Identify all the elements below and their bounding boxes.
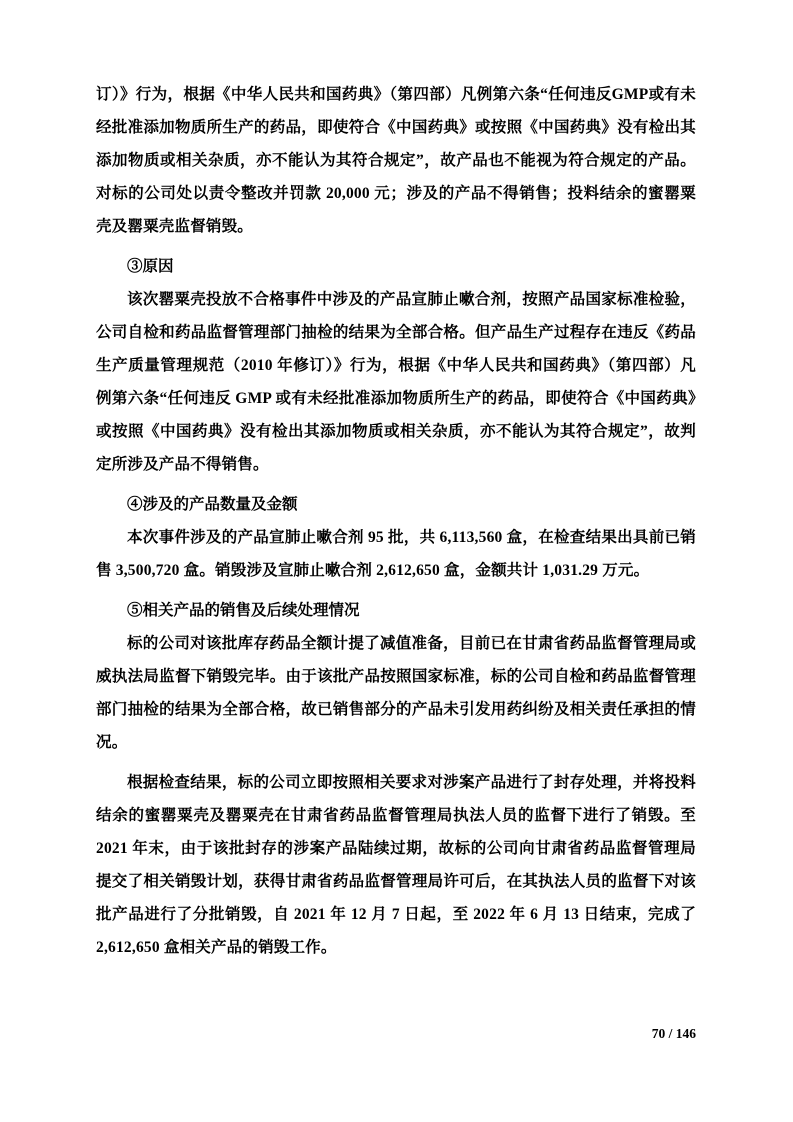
spacer bbox=[96, 481, 696, 488]
paragraph-destruction-process: 根据检查结果，标的公司立即按照相关要求对涉案产品进行了封存处理，并将投料结余的蜜罂粟壳及罂粟壳在甘肃省药品监督管理局执法人员的监督下进行了销毁。至 2021 年末，由于该批封存的涉案产品陆续过期，故标的公司向甘肃省药品监督管理局提交了相关销毁计划，获得甘肃省药品监督管理局许可后，在其执法人员的监督下对该批产品进行了分批销毁，自 2021 年 12 月 7 日起，至 2022 年 6 月 13 日结束，完成了 2,612,650 盒相关产品的销毁工作。 bbox=[96, 774, 696, 956]
section-heading-cause: ③原因 bbox=[127, 258, 174, 275]
section-heading-quantity-amount: ④涉及的产品数量及金额 bbox=[127, 496, 298, 513]
paragraph-quantity-amount: 本次事件涉及的产品宣肺止嗽合剂 95 批，共 6,113,560 盒，在检查结果出具前已销售 3,500,720 盒。销毁涉及宣肺止嗽合剂 2,612,650 盒，金额共计 1,031.29 万元。 bbox=[96, 529, 696, 579]
paragraph-cause: 该次罂粟壳投放不合格事件中涉及的产品宣肺止嗽合剂，按照产品国家标准检验，公司自检和药品监督管理部门抽检的结果为全部合格。但产品生产过程存在违反《药品生产质量管理规范（2010 年修订）》行为，根据《中华人民共和国药典》（第四部）凡例第六条“任何违反 GMP 或有未经批准添加物质所生产的药品，即使符合《中国药典》或按照《中国药典》没有检出其添加物质或相关杂质，亦不能认为其符合规定”，故判定所涉及产品不得销售。 bbox=[96, 291, 696, 473]
page-content bbox=[96, 78, 696, 964]
section-heading-sales-followup: ⑤相关产品的销售及后续处理情况 bbox=[127, 602, 360, 619]
spacer bbox=[96, 243, 696, 250]
spacer bbox=[96, 759, 696, 766]
page-number: 70 / 146 bbox=[651, 1026, 696, 1041]
paragraph-sales-followup: 标的公司对该批库存药品全额计提了减值准备，目前已在甘肃省药品监督管理局或威执法局监督下销毁完毕。由于该批产品按照国家标准，标的公司自检和药品监督管理部门抽检的结果为全部合格，故已销售部分的产品未引发用药纠纷及相关责任承担的情况。 bbox=[96, 635, 696, 751]
paragraph-continuation: 订）》行为，根据《中华人民共和国药典》（第四部）凡例第六条“任何违反GMP或有未经批准添加物质所生产的药品，即使符合《中国药典》或按照《中国药典》没有检出其添加物质或相关杂质，亦不能认为其符合规定”，故产品也不能视为符合规定的产品。对标的公司处以责令整改并罚款 20,000 元；涉及的产品不得销售；投料结余的蜜罂粟壳及罂粟壳监督销毁。 bbox=[96, 86, 696, 235]
spacer bbox=[96, 587, 696, 594]
